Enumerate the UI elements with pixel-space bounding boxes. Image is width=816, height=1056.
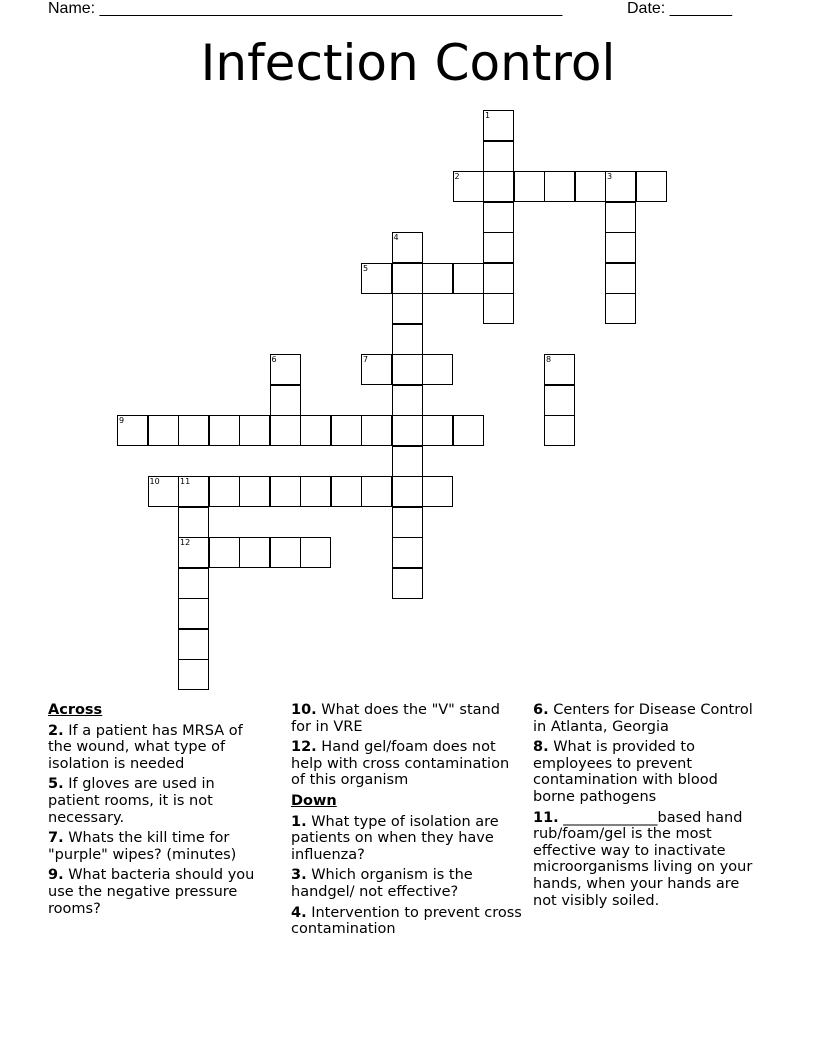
grid-cell[interactable] (178, 659, 209, 690)
grid-cell[interactable] (422, 415, 453, 446)
grid-cell[interactable] (331, 476, 362, 507)
cell-number: 7 (363, 355, 369, 364)
crossword-grid (117, 110, 677, 700)
grid-cell[interactable] (392, 446, 423, 477)
grid-cell[interactable] (422, 354, 453, 385)
cell-number: 6 (271, 355, 277, 364)
grid-cell[interactable] (483, 263, 514, 294)
grid-cell[interactable] (270, 537, 301, 568)
clue-number: 7. (48, 830, 64, 847)
clue-number: 4. (291, 904, 307, 921)
grid-cell[interactable] (361, 263, 392, 294)
grid-cell[interactable] (514, 171, 545, 202)
grid-cell[interactable] (239, 415, 270, 446)
grid-cell[interactable] (178, 629, 209, 660)
clue-number: 10. (291, 702, 317, 718)
grid-cell[interactable] (483, 171, 514, 202)
clue-across-2 (48, 723, 270, 773)
grid-cell[interactable] (270, 415, 301, 446)
clue-across-12 (291, 739, 523, 789)
grid-cell[interactable] (483, 232, 514, 263)
grid-cell[interactable] (178, 476, 209, 507)
grid-cell[interactable] (544, 415, 575, 446)
cell-number: 11 (180, 477, 191, 486)
grid-cell[interactable] (453, 415, 484, 446)
grid-cell[interactable] (483, 110, 514, 141)
clue-number: 2. (48, 722, 64, 739)
cell-number: 2 (454, 172, 460, 181)
grid-cell[interactable] (178, 598, 209, 629)
cell-number: 9 (119, 416, 125, 425)
grid-cell[interactable] (422, 263, 453, 294)
clue-text: What type of isolation are patients on when they have influenza? (291, 813, 499, 863)
clue-across-10 (291, 702, 523, 735)
clue-text: What bacteria should you use the negative pressure rooms? (48, 867, 255, 917)
page-title: Infection Control (200, 34, 616, 92)
grid-cell[interactable] (392, 568, 423, 599)
grid-cell[interactable] (300, 415, 331, 446)
clue-text: If a patient has MRSA of the wound, what type of isolation is needed (48, 722, 243, 772)
grid-cell[interactable] (392, 507, 423, 538)
grid-cell[interactable] (239, 537, 270, 568)
clue-column-1 (48, 702, 270, 921)
grid-cell[interactable] (148, 476, 179, 507)
clue-number: 12. (291, 739, 317, 756)
cell-number: 12 (180, 538, 191, 547)
grid-cell[interactable] (544, 171, 575, 202)
clue-number: 6. (533, 702, 549, 718)
cell-number: 8 (546, 355, 552, 364)
grid-cell[interactable] (392, 232, 423, 263)
grid-cell[interactable] (544, 354, 575, 385)
grid-cell[interactable] (178, 415, 209, 446)
clue-number: 5. (48, 776, 64, 793)
grid-cell[interactable] (209, 476, 240, 507)
grid-cell[interactable] (392, 476, 423, 507)
clue-text: Intervention to prevent cross contamination (291, 904, 522, 938)
grid-cell[interactable] (605, 263, 636, 294)
grid-cell[interactable] (239, 476, 270, 507)
clue-down-3 (291, 867, 523, 900)
grid-cell[interactable] (331, 415, 362, 446)
clue-text: If gloves are used in patient rooms, it is not necessary. (48, 776, 215, 826)
cell-number: 5 (363, 263, 369, 273)
grid-cell[interactable] (300, 537, 331, 568)
cell-number: 3 (607, 172, 613, 181)
name-field-label: Name: ____________________________________________________ (48, 0, 563, 17)
grid-cell[interactable] (270, 385, 301, 416)
clue-number: 8. (533, 739, 549, 756)
clue-text: What does the "V" stand for in VRE (291, 702, 500, 735)
cell-number: 1 (485, 111, 491, 120)
grid-cell[interactable] (178, 568, 209, 599)
grid-cell[interactable] (392, 385, 423, 416)
grid-cell[interactable] (392, 415, 423, 446)
clue-column-3 (533, 702, 758, 913)
grid-cell[interactable] (453, 171, 484, 202)
clue-number: 3. (291, 867, 307, 884)
clue-down-6 (533, 702, 758, 735)
grid-cell[interactable] (178, 537, 209, 568)
clue-across-5 (48, 776, 270, 826)
grid-cell[interactable] (392, 354, 423, 385)
grid-cell[interactable] (636, 171, 667, 202)
down-heading: Down (291, 792, 337, 809)
clue-down-4 (291, 905, 523, 938)
grid-cell[interactable] (483, 141, 514, 172)
grid-cell[interactable] (605, 171, 636, 202)
clue-number: 11. (533, 809, 559, 826)
grid-cell[interactable] (575, 171, 606, 202)
grid-cell[interactable] (392, 263, 423, 294)
clue-text: Whats the kill time for "purple" wipes? (minutes) (48, 830, 237, 863)
grid-cell[interactable] (361, 476, 392, 507)
grid-cell[interactable] (361, 354, 392, 385)
cell-number: 4 (393, 233, 399, 242)
grid-cell[interactable] (270, 354, 301, 385)
grid-cell[interactable] (605, 293, 636, 324)
grid-cell[interactable] (544, 385, 575, 416)
grid-cell[interactable] (392, 537, 423, 568)
grid-cell[interactable] (392, 324, 423, 355)
clue-text: _____________based hand rub/foam/gel is the most effective way to inactivate microorganisms living on your hands, when your hands are not visibly soiled. (533, 809, 753, 909)
clue-text: Which organism is the handgel/ not effective? (291, 867, 473, 900)
clue-down-11 (533, 810, 758, 910)
grid-cell[interactable] (483, 293, 514, 324)
grid-cell[interactable] (392, 293, 423, 324)
grid-cell[interactable] (605, 202, 636, 233)
across-heading: Across (48, 702, 103, 718)
date-field-label: Date: _______ (627, 0, 732, 17)
grid-cell[interactable] (453, 263, 484, 294)
grid-cell[interactable] (209, 537, 240, 568)
grid-cell[interactable] (361, 415, 392, 446)
grid-cell[interactable] (605, 232, 636, 263)
clue-down-8 (533, 739, 758, 805)
clue-number: 1. (291, 813, 307, 830)
grid-cell[interactable] (148, 415, 179, 446)
grid-cell[interactable] (422, 476, 453, 507)
grid-cell[interactable] (209, 415, 240, 446)
clue-text: Hand gel/foam does not help with cross contamination of this organism (291, 739, 510, 789)
grid-cell[interactable] (300, 476, 331, 507)
clue-number: 9. (48, 867, 64, 884)
clue-across-7 (48, 830, 270, 863)
grid-cell[interactable] (483, 202, 514, 233)
clue-down-1 (291, 814, 523, 864)
grid-cell[interactable] (270, 476, 301, 507)
grid-cell[interactable] (117, 415, 148, 446)
clue-column-2 (291, 702, 523, 942)
clue-text: Centers for Disease Control in Atlanta, Georgia (533, 702, 753, 735)
grid-cell[interactable] (178, 507, 209, 538)
clue-across-9 (48, 867, 270, 917)
cell-number: 10 (149, 477, 160, 486)
clue-text: What is provided to employees to prevent contamination with blood borne pathogens (533, 739, 718, 805)
